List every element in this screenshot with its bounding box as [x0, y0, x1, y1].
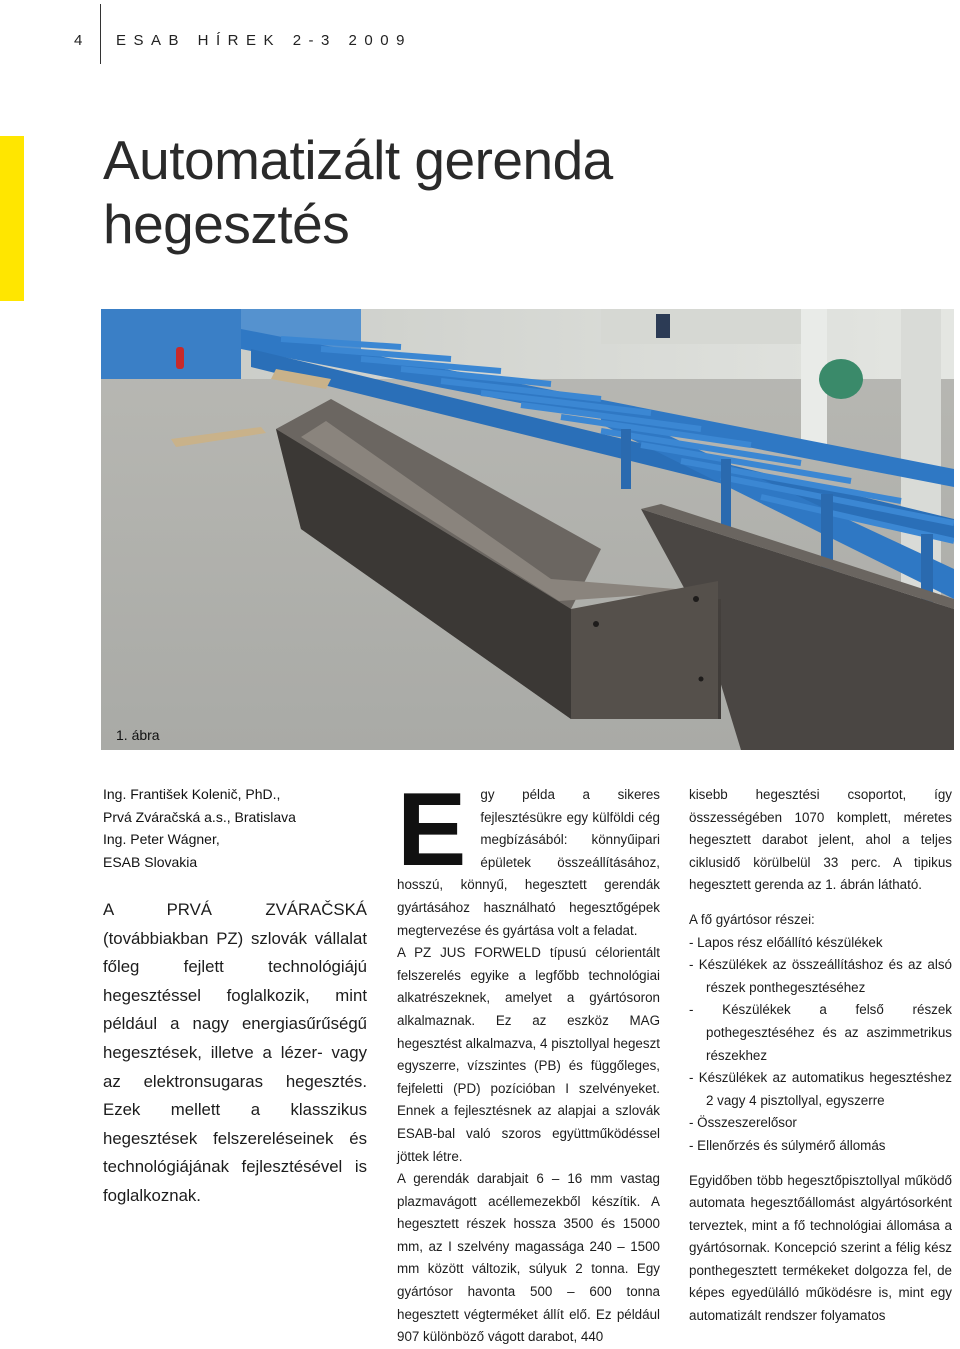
figure-photo [101, 309, 954, 750]
list-item: - Összeszerelősor [689, 1115, 797, 1131]
list-item: - Lapos rész előállító készülékek [689, 934, 883, 950]
beam-photo-illustration [101, 309, 954, 750]
author-line: Ing. František Kolenič, PhD., [103, 786, 281, 802]
list-item: - Készülékek az automatikus hegesztéshez 2 vagy 4 pisztollyal, egyszerre [689, 1070, 952, 1108]
intro-paragraph: A PRVÁ ZVÁRAČSKÁ (továbbiakban PZ) szlovák vállalat főleg fejlett technológiájú hegesztéssel foglalkozik, mint például a nagy energiasűrűségű hegesztések, illetve a lézer- vagy az elektronsugaras hegesztés. Ezek mellett a klasszikus hegesztések felszereléseinek és technológiájának fejlesztésével is foglalkoznak. [103, 900, 367, 1205]
body-paragraph: Egyidőben több hegesztőpisztollyal működő automata hegesztőállomást algyártósorként terveztek, mint a fő technológiai állomása a gyártósornak. Koncepció szerint a félig kész ponthegesztett termékeket dolgozza fel, de képes egyedülálló működésre is, mint egy automatizált rendszer folyamatos [689, 1172, 952, 1324]
accent-bar [0, 136, 24, 301]
list-title: A fő gyártósor részei: [689, 911, 815, 927]
author-line: ESAB Slovakia [103, 853, 198, 870]
list-item: - Készülékek az összeállításhoz és az alsó részek ponthegesztéséhez [689, 957, 952, 995]
body-paragraph: A gerendák darabjait 6 – 16 mm vastag plazmavágott acéllemezekből készítik. A hegesztett részek hossza 3500 és 15000 mm, az I szelvény magassága 240 – 1500 mm között változik, súlyuk 2 tonna. Egy gyártósor havonta 500 – 600 tonna hegesztett végterméket állít elő. Ez például 907 különböző vágott darabot, 440 [397, 1171, 660, 1345]
title-line-1: Automatizált gerenda [103, 129, 613, 191]
author-line: Ing. Peter Wágner, [103, 831, 220, 847]
paragraph-text: gy példa a sikeres fejlesztésükre egy külföldi cég megbízásából: könnyűipari épületek összeállításához, hosszú, könnyű, hegesztett gerendák gyártásához használható hegesztőgépek megtervezése és gyártása volt a feladat. [397, 787, 660, 938]
issue-label: ESAB HÍREK 2-3 2009 [116, 32, 412, 49]
body-column-2 [397, 772, 660, 1349]
list-item: - Készülékek a felső részek pothegesztéséhez és az aszimmetrikus részekhez [689, 1002, 952, 1063]
drop-cap: E [397, 772, 467, 888]
body-column-3 [689, 784, 952, 1328]
body-paragraph: kisebb hegesztési csoportot, így összességében 1070 komplett, méretes hegesztett darabot jelent, ahol a teljes ciklusidő körülbelül 33 perc. A tipikus hegesztett gerenda az 1. ábrán látható. [689, 787, 952, 893]
title-line-2: hegesztés [103, 193, 350, 255]
list-item: - Ellenőrzés és súlymérő állomás [689, 1137, 886, 1153]
article-title [103, 128, 613, 256]
author-block [103, 783, 296, 873]
parts-list [689, 932, 952, 1158]
body-paragraph: A PZ JUS FORWELD típusú célorientált felszerelés egyike a legfőbb technológiai alkatrészeknek, amelyet a gyártósoron alkalmaznak. Ez az eszköz MAG hegesztést alkalmazva, 4 pisztollyal hegeszt egyszerre, vízszintes (PB) és függőleges, fejfeletti (PD) pozícióban I szelvényeket. Ennek a fejlesztésnek az alapjai a szlovák ESAB-bal való szoros együttműködéssel jöttek létre. [397, 945, 660, 1164]
page-number: 4 [74, 32, 84, 49]
body-paragraph [397, 772, 660, 942]
figure-caption: 1. ábra [116, 727, 160, 743]
author-line: Prvá Zváračská a.s., Bratislava [103, 808, 296, 825]
header-divider [100, 4, 101, 64]
